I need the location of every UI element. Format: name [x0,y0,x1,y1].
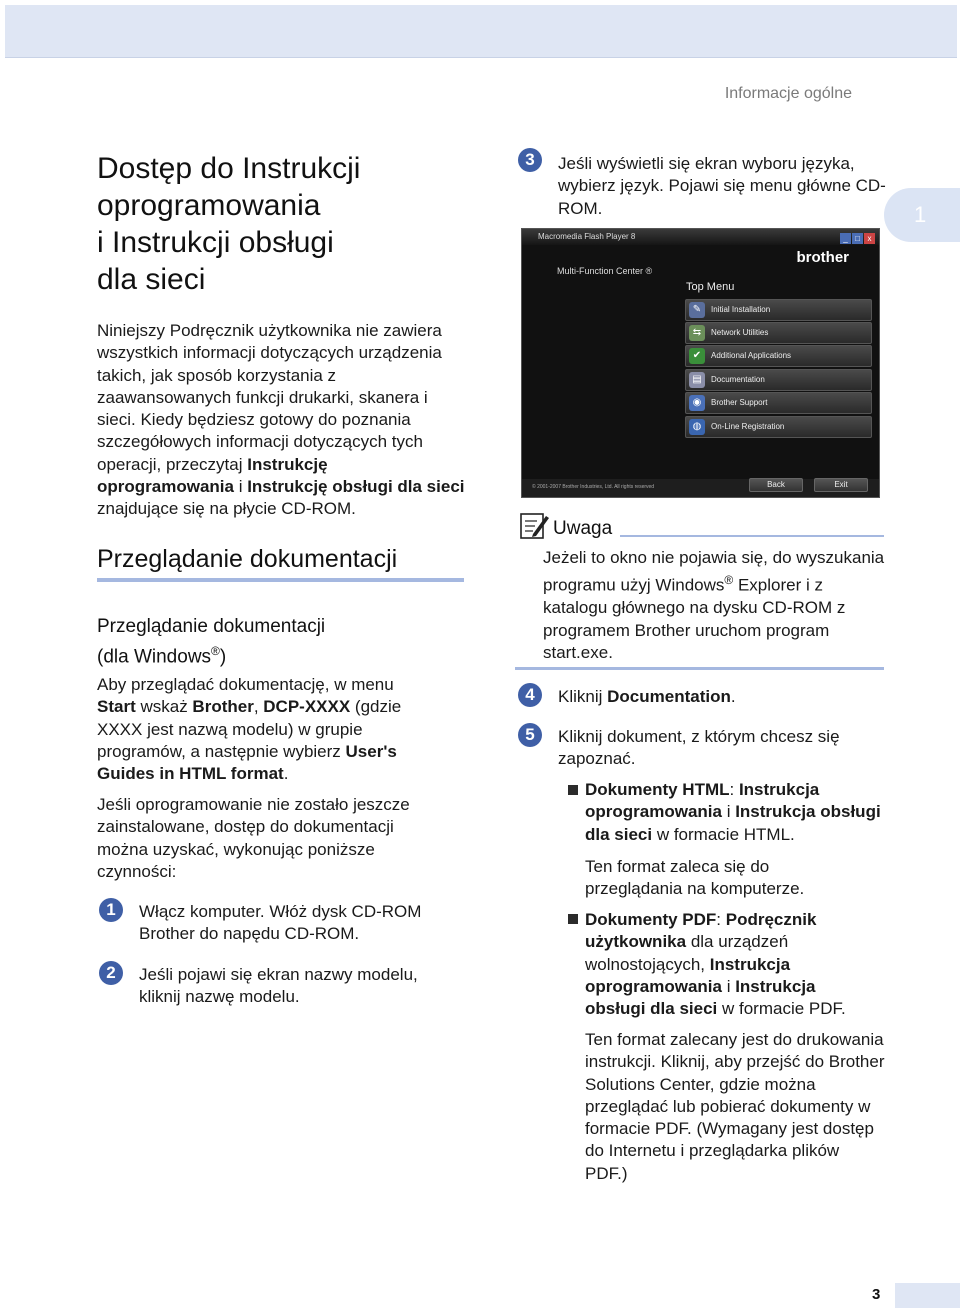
page-title-line: i Instrukcji obsługi [97,226,334,259]
para-text: . [283,764,289,784]
screenshot-window-title: Macromedia Flash Player 8 [538,232,636,241]
subsection-title-line: Przeglądanie dokumentacji [97,616,326,637]
menu-item-label: Documentation [711,375,765,384]
step-text: Włącz komputer. Włóż dysk CD-ROM Brother do napędu CD-ROM. [139,902,422,944]
intro-text: i [233,477,248,497]
bullet-bold: Dokumenty HTML [585,780,730,799]
install-paragraph: Jeśli oprogramowanie nie zostało jeszcze zainstalowane, dostęp do dokumentacji można uzyskać, wykonując poniższe czynności: [97,795,410,881]
screenshot-app-name: Multi-Function Center ® [557,266,653,276]
wrench-icon: ✎ [689,302,705,318]
screenshot-menu-title: Top Menu [686,281,735,293]
menu-item-label: Initial Installation [711,305,771,314]
intro-text: znajdujące się na płycie CD-ROM. [97,499,356,519]
intro-bold: Instrukcję oprogramowania [97,454,328,497]
bullet-bold: Instrukcja oprogramowania [585,780,820,822]
note-text [543,547,888,664]
bullet-text: i [721,976,736,996]
step-number-icon: 2 [99,961,123,985]
step-number-icon: 4 [518,683,542,707]
step-number-icon: 3 [518,148,542,172]
intro-text: Niniejszy Podręcznik użytkownika nie zawiera wszystkich informacji dotyczących urządzenia takich, jak sposób korzystania z zaawansowanych funkcji drukarki, skanera i sieci. Kiedy będziesz gotowy do poznania szczegółowych informacji dotyczących tych operacji, przeczytaj [97,321,442,474]
step-text: Jeśli pojawi się ekran nazwy modelu, kliknij nazwę modelu. [139,965,418,1007]
page-tab [895,1283,960,1308]
step-text: Kliknij dokument, z którym chcesz się zapoznać. [558,727,840,769]
bullet-html-extra: Ten format zaleca się do przeglądania na komputerze. [585,857,805,899]
menu-item-online-registration [685,416,872,438]
note-rule-bottom [515,667,884,670]
page-title-line: dla sieci [97,263,206,296]
screenshot-copyright: © 2001-2007 Brother Industries, Ltd. All rights reserved [532,484,655,490]
screenshot-titlebar [522,229,879,245]
step-bold: Documentation [607,687,731,706]
minimize-icon: _ [840,233,851,244]
para-text: (gdzie XXXX jest nazwą modelu) w grupie programów, a następnie wybierz [97,697,402,761]
bullet-text: : [729,780,739,799]
para-bold: Start [97,697,136,717]
bullet-text: i [721,802,736,822]
note-title: Uwaga [553,518,613,539]
bullet-text: w formacie HTML. [652,824,795,844]
step-text-part: . [730,687,736,706]
step-text: Jeśli wyświetli się ekran wyboru języka, wybierz język. Pojawi się menu główne CD-ROM. [558,154,886,218]
bullet-bold: Instrukcja oprogramowania [585,954,791,996]
bullet-bold: Podręcznik użytkownika [585,910,817,952]
menu-item-documentation [685,369,872,391]
menu-item-initial-installation [685,299,872,321]
subsection-title-line [97,639,325,669]
page-title [97,150,477,298]
subsection-title-text: (dla Windows [97,646,212,668]
para-bold: User's Guides in HTML format [97,741,397,784]
step-number-icon: 1 [99,898,123,922]
bullet-text: dla urządzeń wolnostojących, [585,932,789,974]
document-icon: ▤ [689,372,705,388]
bullet-bold: Instrukcja obsługi dla sieci [585,802,881,844]
bullet-text: : [716,910,726,929]
menu-item-network-utilities [685,322,872,344]
network-icon: ⇆ [689,325,705,341]
menu-item-label: Brother Support [711,398,768,407]
close-icon: x [864,233,875,244]
note-rule-top [620,535,884,537]
bullet-pdf-extra: Ten format zalecany jest do drukowania instrukcji. Kliknij, aby przejść do Brother Solutions Center, gdzie można przeglądać lub pobierać dokumenty w formacie PDF. (Wymagany jest dostęp do Internetu i przeglądarka plików PDF.) [585,1030,885,1183]
page-title-line: oprogramowania [97,189,321,222]
menu-item-label: On-Line Registration [711,422,785,431]
bullet-text: w formacie PDF. [717,999,846,1019]
step-number-icon: 5 [518,723,542,747]
step-text-part: Kliknij [558,687,608,706]
subsection-title [97,615,325,669]
menu-item-brother-support [685,392,872,414]
bullet-bold: Instrukcja obsługi dla sieci [585,976,816,1019]
registered-mark: ® [724,573,734,588]
page-title-line: Dostęp do Instrukcji [97,152,361,185]
para-text: Aby przeglądać dokumentację, w menu [97,675,394,694]
bullet-square-icon [568,914,578,924]
note-text-part: Explorer i z katalogu głównego na dysku CD-ROM z programem Brother uruchom program start.exe. [543,575,846,662]
instructions-paragraph [97,674,437,785]
para-bold: DCP-XXXX [263,697,351,717]
window-buttons [839,231,875,247]
exit-button: Exit [814,478,868,492]
chapter-number: 1 [914,202,927,227]
bullet-pdf-docs [585,909,875,1020]
top-banner [5,5,957,58]
globe-icon: ◉ [689,395,705,411]
para-text: wskaż [135,697,193,717]
subsection-title-text: ) [219,646,227,668]
bullet-bold: Dokumenty PDF [585,910,717,929]
page-number: 3 [872,1286,881,1303]
check-icon: ✔ [689,348,705,364]
bullet-square-icon [568,785,578,795]
chapter-tab [884,188,960,242]
bullet-html-docs [585,779,890,846]
back-button: Back [749,478,803,492]
registered-mark: ® [211,644,220,658]
step-text [558,686,888,708]
menu-item-label: Network Utilities [711,328,769,337]
brother-logo: brother [796,249,849,266]
section-rule [97,578,464,582]
note-pencil-icon [518,510,550,542]
section-title: Przeglądanie dokumentacji [97,545,398,573]
para-text: , [253,697,264,717]
menu-item-label: Additional Applications [711,351,792,360]
registration-icon: ◍ [689,419,705,435]
para-bold: Brother [192,697,254,717]
intro-bold: Instrukcję obsługi dla sieci [247,477,465,497]
section-header: Informacje ogólne [724,85,852,102]
intro-paragraph [97,320,469,521]
maximize-icon: □ [852,233,863,244]
note-text-part: Jeżeli to okno nie pojawia się, do wyszukania programu użyj Windows [543,548,885,595]
menu-item-additional-applications [685,345,872,367]
cd-rom-menu-screenshot [521,228,880,498]
